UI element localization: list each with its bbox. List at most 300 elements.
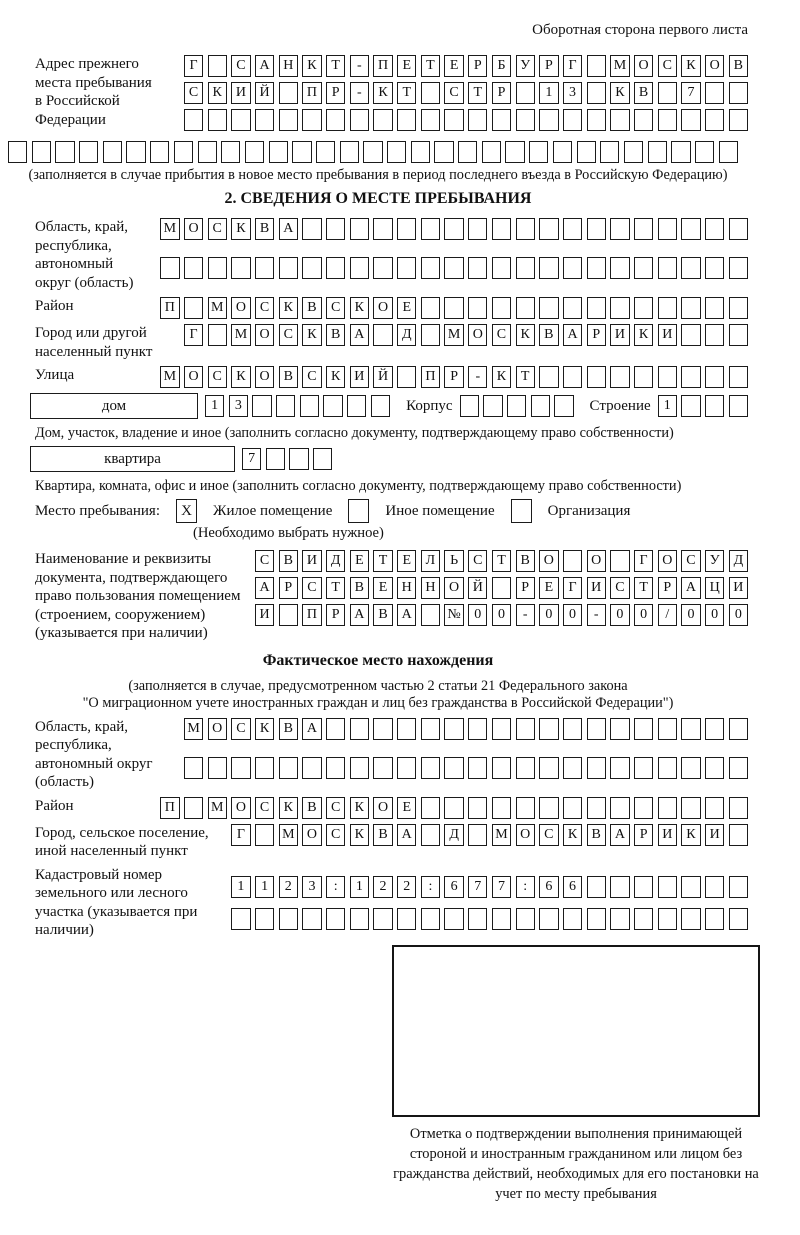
char-cell[interactable]: П <box>160 297 179 319</box>
char-cell[interactable]: Р <box>444 366 463 388</box>
char-cell[interactable]: И <box>231 82 250 104</box>
char-cell[interactable]: Т <box>492 550 511 572</box>
char-cell[interactable]: А <box>350 604 369 626</box>
char-cell[interactable]: С <box>468 550 487 572</box>
char-cell[interactable]: О <box>255 366 274 388</box>
char-cell[interactable] <box>539 366 558 388</box>
char-cell[interactable]: С <box>255 550 274 572</box>
char-cell[interactable]: 7 <box>468 876 487 898</box>
char-cell[interactable] <box>373 908 392 930</box>
char-cell[interactable]: К <box>563 824 582 846</box>
char-cell[interactable]: С <box>492 324 511 346</box>
char-cell[interactable]: 0 <box>539 604 558 626</box>
char-cell[interactable] <box>492 109 511 131</box>
char-cell[interactable]: К <box>350 797 369 819</box>
char-cell[interactable]: Ь <box>444 550 463 572</box>
char-cell[interactable] <box>729 82 748 104</box>
char-cell[interactable] <box>468 797 487 819</box>
char-cell[interactable] <box>255 109 274 131</box>
char-cell[interactable] <box>350 218 369 240</box>
char-cell[interactable]: 2 <box>397 876 416 898</box>
char-cell[interactable] <box>705 82 724 104</box>
char-cell[interactable]: О <box>231 297 250 319</box>
char-cell[interactable]: О <box>634 55 653 77</box>
char-cell[interactable] <box>421 257 440 279</box>
char-cell[interactable] <box>681 257 700 279</box>
char-cell[interactable]: В <box>279 366 298 388</box>
char-cell[interactable]: : <box>326 876 345 898</box>
char-cell[interactable] <box>184 757 203 779</box>
char-cell[interactable]: Р <box>587 324 606 346</box>
char-cell[interactable] <box>326 218 345 240</box>
char-cell[interactable] <box>729 109 748 131</box>
char-cell[interactable]: И <box>255 604 274 626</box>
char-cell[interactable]: В <box>302 297 321 319</box>
char-cell[interactable] <box>587 718 606 740</box>
char-cell[interactable]: О <box>468 324 487 346</box>
char-cell[interactable] <box>492 797 511 819</box>
char-cell[interactable] <box>729 324 748 346</box>
char-cell[interactable] <box>610 718 629 740</box>
char-cell[interactable] <box>350 908 369 930</box>
char-cell[interactable] <box>174 141 193 163</box>
char-cell[interactable] <box>326 718 345 740</box>
char-cell[interactable] <box>563 218 582 240</box>
char-cell[interactable] <box>468 218 487 240</box>
char-cell[interactable]: П <box>421 366 440 388</box>
char-cell[interactable]: П <box>302 82 321 104</box>
char-cell[interactable] <box>397 908 416 930</box>
char-cell[interactable] <box>421 324 440 346</box>
char-cell[interactable]: У <box>705 550 724 572</box>
char-cell[interactable] <box>468 718 487 740</box>
char-cell[interactable]: О <box>373 297 392 319</box>
char-cell[interactable]: 0 <box>729 604 748 626</box>
char-cell[interactable]: Н <box>397 577 416 599</box>
char-cell[interactable] <box>729 257 748 279</box>
char-cell[interactable] <box>563 297 582 319</box>
char-cell[interactable] <box>658 109 677 131</box>
char-cell[interactable]: С <box>658 55 677 77</box>
char-cell[interactable] <box>563 366 582 388</box>
char-cell[interactable] <box>658 797 677 819</box>
char-cell[interactable]: Е <box>373 577 392 599</box>
char-cell[interactable] <box>397 718 416 740</box>
char-cell[interactable] <box>444 908 463 930</box>
char-cell[interactable] <box>729 218 748 240</box>
char-cell[interactable]: К <box>373 82 392 104</box>
char-cell[interactable]: М <box>160 366 179 388</box>
char-cell[interactable]: М <box>279 824 298 846</box>
char-cell[interactable] <box>397 218 416 240</box>
char-cell[interactable]: 2 <box>373 876 392 898</box>
char-cell[interactable]: И <box>302 550 321 572</box>
char-cell[interactable] <box>681 324 700 346</box>
char-cell[interactable] <box>255 257 274 279</box>
char-cell[interactable] <box>350 109 369 131</box>
char-cell[interactable] <box>468 109 487 131</box>
char-cell[interactable] <box>421 297 440 319</box>
char-cell[interactable] <box>516 257 535 279</box>
char-cell[interactable]: Е <box>397 797 416 819</box>
char-cell[interactable] <box>421 604 440 626</box>
char-cell[interactable]: В <box>302 797 321 819</box>
char-cell[interactable]: Е <box>397 55 416 77</box>
char-cell[interactable] <box>373 324 392 346</box>
char-cell[interactable] <box>634 257 653 279</box>
char-cell[interactable] <box>492 577 511 599</box>
char-cell[interactable] <box>610 366 629 388</box>
char-cell[interactable]: Е <box>444 55 463 77</box>
char-cell[interactable] <box>681 908 700 930</box>
stay-option-other-checkbox[interactable] <box>348 499 369 523</box>
char-cell[interactable] <box>705 257 724 279</box>
char-cell[interactable] <box>681 109 700 131</box>
char-cell[interactable]: К <box>610 82 629 104</box>
char-cell[interactable]: : <box>516 876 535 898</box>
char-cell[interactable] <box>539 218 558 240</box>
char-cell[interactable] <box>231 908 250 930</box>
char-cell[interactable]: С <box>539 824 558 846</box>
char-cell[interactable]: В <box>539 324 558 346</box>
char-cell[interactable]: В <box>255 218 274 240</box>
char-cell[interactable] <box>266 448 285 470</box>
char-cell[interactable]: М <box>208 297 227 319</box>
char-cell[interactable]: А <box>279 218 298 240</box>
char-cell[interactable]: Р <box>516 577 535 599</box>
char-cell[interactable] <box>208 55 227 77</box>
char-cell[interactable] <box>252 395 271 417</box>
char-cell[interactable] <box>516 797 535 819</box>
char-cell[interactable] <box>208 324 227 346</box>
char-cell[interactable] <box>681 718 700 740</box>
char-cell[interactable] <box>624 141 643 163</box>
char-cell[interactable]: И <box>350 366 369 388</box>
char-cell[interactable] <box>729 876 748 898</box>
char-cell[interactable]: А <box>681 577 700 599</box>
char-cell[interactable] <box>326 757 345 779</box>
char-cell[interactable]: - <box>468 366 487 388</box>
char-cell[interactable]: 0 <box>563 604 582 626</box>
char-cell[interactable] <box>208 109 227 131</box>
char-cell[interactable] <box>269 141 288 163</box>
char-cell[interactable] <box>421 718 440 740</box>
char-cell[interactable] <box>302 257 321 279</box>
stay-option-organization-checkbox[interactable] <box>511 499 532 523</box>
char-cell[interactable]: 6 <box>563 876 582 898</box>
char-cell[interactable] <box>302 109 321 131</box>
char-cell[interactable] <box>316 141 335 163</box>
char-cell[interactable]: 1 <box>255 876 274 898</box>
char-cell[interactable] <box>279 604 298 626</box>
char-cell[interactable] <box>292 141 311 163</box>
char-cell[interactable] <box>705 297 724 319</box>
char-cell[interactable] <box>483 395 502 417</box>
char-cell[interactable] <box>458 141 477 163</box>
char-cell[interactable] <box>563 257 582 279</box>
char-cell[interactable]: С <box>326 297 345 319</box>
char-cell[interactable] <box>539 257 558 279</box>
char-cell[interactable] <box>681 876 700 898</box>
char-cell[interactable] <box>492 297 511 319</box>
char-cell[interactable]: В <box>279 550 298 572</box>
char-cell[interactable] <box>421 908 440 930</box>
char-cell[interactable]: И <box>658 324 677 346</box>
char-cell[interactable] <box>198 141 217 163</box>
char-cell[interactable] <box>634 366 653 388</box>
char-cell[interactable] <box>103 141 122 163</box>
char-cell[interactable] <box>397 366 416 388</box>
char-cell[interactable]: О <box>373 797 392 819</box>
char-cell[interactable]: Т <box>634 577 653 599</box>
char-cell[interactable]: Р <box>539 55 558 77</box>
char-cell[interactable] <box>681 218 700 240</box>
char-cell[interactable] <box>516 908 535 930</box>
char-cell[interactable]: Е <box>397 550 416 572</box>
char-cell[interactable] <box>421 82 440 104</box>
char-cell[interactable]: Р <box>468 55 487 77</box>
char-cell[interactable] <box>705 366 724 388</box>
char-cell[interactable] <box>539 297 558 319</box>
char-cell[interactable] <box>634 876 653 898</box>
char-cell[interactable] <box>516 757 535 779</box>
char-cell[interactable]: : <box>421 876 440 898</box>
char-cell[interactable]: К <box>231 366 250 388</box>
char-cell[interactable] <box>371 395 390 417</box>
char-cell[interactable] <box>492 218 511 240</box>
char-cell[interactable] <box>279 757 298 779</box>
char-cell[interactable] <box>681 797 700 819</box>
char-cell[interactable] <box>610 876 629 898</box>
char-cell[interactable] <box>313 448 332 470</box>
char-cell[interactable]: С <box>610 577 629 599</box>
char-cell[interactable] <box>587 876 606 898</box>
char-cell[interactable]: Р <box>634 824 653 846</box>
char-cell[interactable] <box>634 718 653 740</box>
char-cell[interactable] <box>634 297 653 319</box>
char-cell[interactable] <box>468 908 487 930</box>
char-cell[interactable] <box>658 876 677 898</box>
char-cell[interactable]: М <box>492 824 511 846</box>
char-cell[interactable]: Е <box>397 297 416 319</box>
char-cell[interactable]: К <box>279 797 298 819</box>
char-cell[interactable]: С <box>231 718 250 740</box>
char-cell[interactable] <box>610 550 629 572</box>
char-cell[interactable] <box>492 757 511 779</box>
char-cell[interactable] <box>658 366 677 388</box>
char-cell[interactable]: Р <box>326 604 345 626</box>
char-cell[interactable]: 0 <box>705 604 724 626</box>
char-cell[interactable]: М <box>444 324 463 346</box>
char-cell[interactable] <box>671 141 690 163</box>
char-cell[interactable]: Д <box>397 324 416 346</box>
char-cell[interactable] <box>434 141 453 163</box>
char-cell[interactable]: Г <box>231 824 250 846</box>
char-cell[interactable] <box>516 718 535 740</box>
char-cell[interactable] <box>231 757 250 779</box>
char-cell[interactable] <box>587 82 606 104</box>
char-cell[interactable] <box>563 550 582 572</box>
char-cell[interactable]: - <box>516 604 535 626</box>
char-cell[interactable]: 7 <box>681 82 700 104</box>
char-cell[interactable]: 0 <box>681 604 700 626</box>
char-cell[interactable]: Т <box>326 577 345 599</box>
char-cell[interactable]: С <box>255 797 274 819</box>
char-cell[interactable] <box>729 757 748 779</box>
char-cell[interactable] <box>150 141 169 163</box>
char-cell[interactable]: И <box>587 577 606 599</box>
char-cell[interactable] <box>245 141 264 163</box>
char-cell[interactable] <box>634 757 653 779</box>
char-cell[interactable]: К <box>350 297 369 319</box>
char-cell[interactable] <box>208 257 227 279</box>
char-cell[interactable]: С <box>302 577 321 599</box>
char-cell[interactable] <box>421 757 440 779</box>
char-cell[interactable]: И <box>705 824 724 846</box>
char-cell[interactable] <box>184 109 203 131</box>
char-cell[interactable] <box>658 257 677 279</box>
char-cell[interactable] <box>587 908 606 930</box>
char-cell[interactable]: В <box>634 82 653 104</box>
char-cell[interactable]: Т <box>373 550 392 572</box>
char-cell[interactable]: К <box>634 324 653 346</box>
char-cell[interactable] <box>126 141 145 163</box>
char-cell[interactable] <box>705 718 724 740</box>
char-cell[interactable]: О <box>539 550 558 572</box>
char-cell[interactable] <box>539 718 558 740</box>
char-cell[interactable] <box>658 218 677 240</box>
char-cell[interactable]: 6 <box>444 876 463 898</box>
char-cell[interactable]: 1 <box>539 82 558 104</box>
char-cell[interactable] <box>350 257 369 279</box>
char-cell[interactable]: Г <box>563 577 582 599</box>
char-cell[interactable] <box>79 141 98 163</box>
char-cell[interactable]: С <box>231 55 250 77</box>
char-cell[interactable] <box>363 141 382 163</box>
char-cell[interactable] <box>208 757 227 779</box>
char-cell[interactable] <box>610 257 629 279</box>
char-cell[interactable] <box>460 395 479 417</box>
char-cell[interactable] <box>184 257 203 279</box>
char-cell[interactable]: В <box>326 324 345 346</box>
char-cell[interactable]: Б <box>492 55 511 77</box>
char-cell[interactable]: А <box>255 55 274 77</box>
char-cell[interactable]: П <box>160 797 179 819</box>
char-cell[interactable]: Г <box>184 324 203 346</box>
char-cell[interactable]: 0 <box>492 604 511 626</box>
char-cell[interactable] <box>302 218 321 240</box>
char-cell[interactable] <box>411 141 430 163</box>
char-cell[interactable] <box>279 109 298 131</box>
char-cell[interactable] <box>444 218 463 240</box>
char-cell[interactable] <box>610 908 629 930</box>
char-cell[interactable]: К <box>302 324 321 346</box>
char-cell[interactable] <box>554 395 573 417</box>
char-cell[interactable] <box>729 797 748 819</box>
char-cell[interactable] <box>505 141 524 163</box>
char-cell[interactable] <box>705 797 724 819</box>
char-cell[interactable] <box>421 218 440 240</box>
char-cell[interactable]: С <box>326 824 345 846</box>
char-cell[interactable] <box>421 824 440 846</box>
char-cell[interactable] <box>610 218 629 240</box>
char-cell[interactable] <box>184 297 203 319</box>
char-cell[interactable] <box>516 109 535 131</box>
char-cell[interactable] <box>587 757 606 779</box>
char-cell[interactable] <box>681 297 700 319</box>
char-cell[interactable] <box>705 395 724 417</box>
char-cell[interactable] <box>300 395 319 417</box>
char-cell[interactable] <box>610 757 629 779</box>
char-cell[interactable] <box>587 366 606 388</box>
char-cell[interactable]: Р <box>326 82 345 104</box>
char-cell[interactable] <box>482 141 501 163</box>
char-cell[interactable]: К <box>255 718 274 740</box>
char-cell[interactable]: О <box>184 366 203 388</box>
char-cell[interactable]: Т <box>468 82 487 104</box>
char-cell[interactable]: О <box>705 55 724 77</box>
char-cell[interactable] <box>231 109 250 131</box>
char-cell[interactable] <box>32 141 51 163</box>
char-cell[interactable] <box>719 141 738 163</box>
char-cell[interactable]: М <box>160 218 179 240</box>
char-cell[interactable] <box>468 757 487 779</box>
char-cell[interactable]: Е <box>350 550 369 572</box>
char-cell[interactable]: К <box>350 824 369 846</box>
char-cell[interactable]: Й <box>255 82 274 104</box>
stay-option-residential-checkbox[interactable]: X <box>176 499 197 523</box>
char-cell[interactable] <box>444 257 463 279</box>
char-cell[interactable]: Л <box>421 550 440 572</box>
char-cell[interactable] <box>587 297 606 319</box>
char-cell[interactable]: Р <box>658 577 677 599</box>
char-cell[interactable] <box>634 218 653 240</box>
char-cell[interactable]: Р <box>279 577 298 599</box>
char-cell[interactable]: С <box>302 366 321 388</box>
char-cell[interactable] <box>397 757 416 779</box>
char-cell[interactable] <box>326 257 345 279</box>
char-cell[interactable]: С <box>444 82 463 104</box>
char-cell[interactable]: О <box>208 718 227 740</box>
char-cell[interactable] <box>373 218 392 240</box>
char-cell[interactable]: О <box>255 324 274 346</box>
char-cell[interactable]: В <box>279 718 298 740</box>
char-cell[interactable]: 0 <box>610 604 629 626</box>
char-cell[interactable]: О <box>658 550 677 572</box>
char-cell[interactable] <box>729 395 748 417</box>
char-cell[interactable]: И <box>610 324 629 346</box>
char-cell[interactable]: О <box>516 824 535 846</box>
char-cell[interactable]: Т <box>397 82 416 104</box>
char-cell[interactable]: 1 <box>205 395 224 417</box>
char-cell[interactable]: К <box>302 55 321 77</box>
char-cell[interactable] <box>610 797 629 819</box>
char-cell[interactable] <box>563 718 582 740</box>
char-cell[interactable]: А <box>397 824 416 846</box>
char-cell[interactable]: Р <box>492 82 511 104</box>
char-cell[interactable]: 1 <box>658 395 677 417</box>
char-cell[interactable]: А <box>255 577 274 599</box>
char-cell[interactable]: О <box>302 824 321 846</box>
char-cell[interactable]: К <box>279 297 298 319</box>
char-cell[interactable] <box>55 141 74 163</box>
char-cell[interactable]: М <box>184 718 203 740</box>
char-cell[interactable]: П <box>373 55 392 77</box>
char-cell[interactable] <box>468 297 487 319</box>
char-cell[interactable] <box>444 718 463 740</box>
char-cell[interactable] <box>397 109 416 131</box>
char-cell[interactable]: С <box>208 218 227 240</box>
